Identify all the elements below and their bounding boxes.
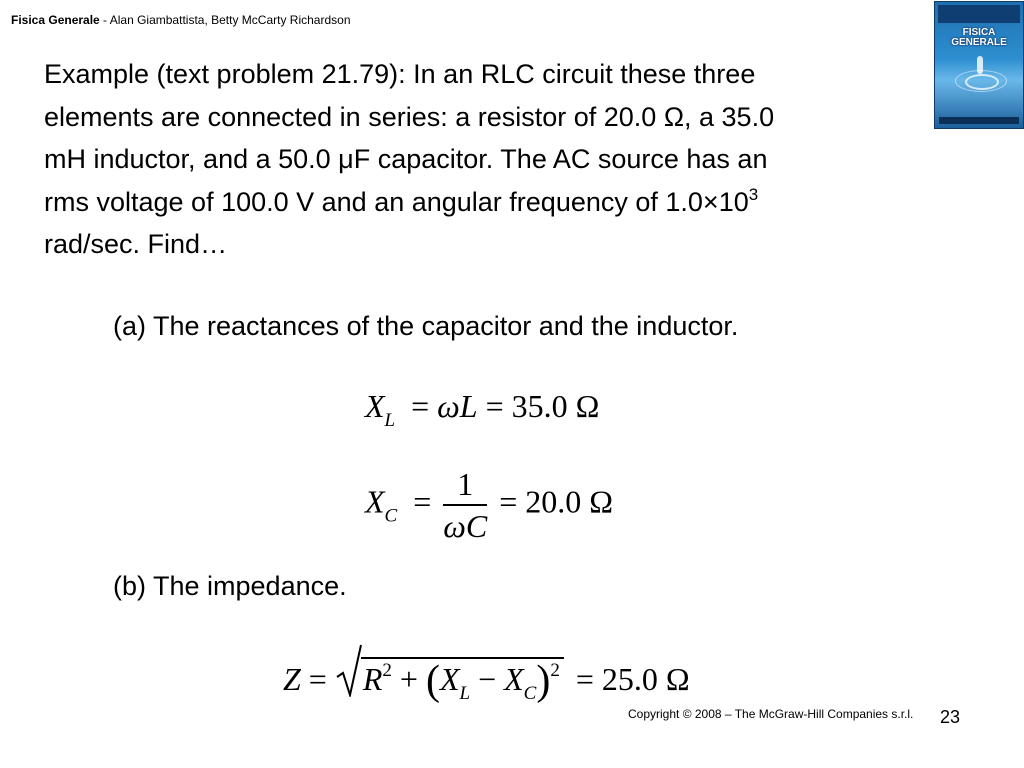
cover-title: FISICA GENERALE <box>951 27 1007 48</box>
problem-statement <box>44 53 974 266</box>
radical-sign-icon <box>335 643 363 697</box>
problem-line: Example (text problem 21.79): In an RLC circuit these three <box>44 59 756 89</box>
square-root: $R^2 + (X_L - X_C)^2$ <box>335 657 564 699</box>
problem-line: rad/sec. Find… <box>44 229 228 259</box>
problem-line: elements are connected in series: a resistor of 20.0 Ω, a 35.0 <box>44 101 775 132</box>
book-title: Fisica Generale <box>11 13 100 27</box>
fraction: $\frac{1}{\omega C}$ <box>443 466 488 544</box>
cover-authors-band <box>938 5 1020 23</box>
page-number: 23 <box>940 707 961 727</box>
impedance-equation: Z = $R^2 + (X_L - X_C)^2 = 25.0$ Ω <box>283 657 690 699</box>
capacitive-reactance-equation: $X_C$ = $\frac{1}{\omega C}$ = 20.0 Ω <box>365 466 614 544</box>
part-b-question: (b) The impedance. <box>113 571 347 601</box>
part-a-question: (a) The reactances of the capacitor and the inductor. <box>113 311 739 341</box>
header-separator: - <box>99 13 110 27</box>
slide-header <box>11 13 351 27</box>
exponent: 3 <box>748 184 759 204</box>
problem-line: rms voltage of 100.0 V and an angular frequency of $1.0\times 10^3$ <box>44 184 759 217</box>
book-authors: Alan Giambattista, Betty McCarty Richardson <box>109 13 351 27</box>
copyright-notice: Copyright © 2008 – The McGraw-Hill Companies s.r.l. <box>628 707 914 721</box>
inductive-reactance-equation: $X_L = \omega L = 35.0$ Ω <box>365 388 600 431</box>
problem-line: mH inductor, and a 50.0 μF capacitor. The AC source has an <box>44 144 768 174</box>
